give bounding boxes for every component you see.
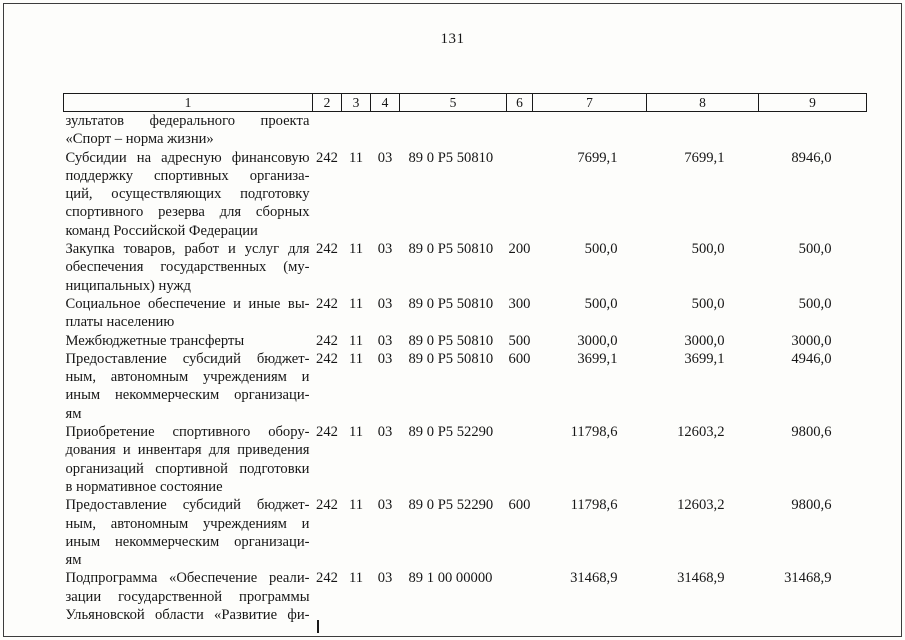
column-number-header: 4 [371, 94, 400, 112]
cell-amount-col9: 500,0 [798, 241, 832, 258]
cell-target-article-code: 89 0 Р5 50810 [408, 332, 494, 349]
cell-amount-col9: 8946,0 [791, 149, 832, 166]
cell-subsection-code: 03 [377, 350, 393, 367]
cell-section-code [342, 112, 371, 149]
cell-grbs-code: 242 [316, 570, 338, 587]
cell-amount-col7: 7699,1 [577, 149, 618, 166]
column-number-header: 5 [400, 94, 507, 112]
cell-target-article-code: 89 0 Р5 50810 [408, 295, 494, 312]
cell-description: Субсидии на адресную финансовую поддержку спортивных организа- ций, осуществляющих подготовку спортивного резерва для сборных команд Российской Федерации [65, 149, 310, 239]
cell-expense-type-code: 300 [508, 295, 531, 312]
cell-target-article-code: 89 0 Р5 50810 [408, 241, 494, 258]
cell-amount-col8 [647, 112, 759, 149]
cell-description: Предоставление субсидий бюджет- ным, автономным учреждениям и иным некоммерческим организаци- ям [65, 497, 310, 569]
column-number-header: 1 [64, 94, 313, 112]
cell-expense-type-code: 500 [508, 332, 531, 349]
cell-grbs-code: 242 [316, 149, 338, 166]
cell-target-article-code: 89 1 00 00000 [408, 570, 493, 587]
cell-grbs-code: 242 [316, 295, 338, 312]
cell-subsection-code: 03 [377, 332, 393, 349]
table-row [64, 240, 867, 295]
cell-amount-col8: 3699,1 [684, 350, 725, 367]
cell-amount-col9 [759, 112, 867, 149]
cell-expense-type-code [507, 423, 533, 496]
cell-grbs-code: 242 [316, 424, 338, 441]
table-row [64, 569, 867, 624]
cell-amount-col8: 7699,1 [684, 149, 725, 166]
table-row [64, 496, 867, 569]
cell-grbs-code: 242 [316, 332, 338, 349]
cell-amount-col7: 500,0 [584, 295, 618, 312]
cell-amount-col8: 3000,0 [684, 332, 725, 349]
column-number-header: 2 [313, 94, 342, 112]
column-number-header: 7 [533, 94, 647, 112]
cell-description: Социальное обеспечение и иные вы- платы населению [65, 295, 310, 331]
cell-expense-type-code [507, 112, 533, 149]
budget-table [63, 93, 867, 624]
cell-grbs-code: 242 [316, 241, 338, 258]
column-rule-tick [317, 620, 319, 633]
cell-subsection-code: 03 [377, 149, 393, 166]
cell-section-code: 11 [348, 149, 364, 166]
cell-amount-col7: 11798,6 [570, 497, 618, 514]
cell-amount-col8: 500,0 [691, 241, 725, 258]
cell-amount-col7: 31468,9 [570, 570, 618, 587]
cell-amount-col9: 500,0 [798, 295, 832, 312]
table-row [64, 295, 867, 332]
cell-description: Предоставление субсидий бюджет- ным, автономным учреждениям и иным некоммерческим организаци- ям [65, 350, 310, 422]
table-row [64, 350, 867, 423]
cell-amount-col9: 9800,6 [791, 497, 832, 514]
cell-amount-col7: 3000,0 [577, 332, 618, 349]
cell-expense-type-code [507, 569, 533, 624]
cell-grbs-code: 242 [316, 350, 338, 367]
cell-amount-col9: 31468,9 [784, 570, 832, 587]
cell-grbs-code [313, 112, 342, 149]
cell-description: Закупка товаров, работ и услуг для обеспечения государственных (му- ниципальных) нужд [65, 241, 310, 294]
column-number-header: 6 [507, 94, 533, 112]
cell-amount-col7 [533, 112, 647, 149]
cell-description: зультатов федерального проекта «Спорт – норма жизни» [65, 113, 310, 148]
table-row [64, 423, 867, 496]
table-row [64, 112, 867, 149]
cell-amount-col8: 12603,2 [677, 497, 725, 514]
cell-expense-type-code: 600 [508, 350, 531, 367]
cell-amount-col7: 3699,1 [577, 350, 618, 367]
cell-subsection-code [371, 112, 400, 149]
cell-subsection-code: 03 [377, 424, 393, 441]
column-number-header: 9 [759, 94, 867, 112]
cell-grbs-code: 242 [316, 497, 338, 514]
cell-section-code: 11 [348, 332, 364, 349]
column-number-header: 8 [647, 94, 759, 112]
cell-amount-col8: 500,0 [691, 295, 725, 312]
table-header-row [64, 94, 867, 112]
cell-amount-col9: 9800,6 [791, 424, 832, 441]
cell-target-article-code: 89 0 Р5 50810 [408, 149, 494, 166]
cell-subsection-code: 03 [377, 295, 393, 312]
cell-section-code: 11 [348, 424, 364, 441]
cell-expense-type-code: 600 [508, 497, 531, 514]
cell-amount-col9: 3000,0 [791, 332, 832, 349]
table-row [64, 332, 867, 350]
cell-amount-col7: 500,0 [584, 241, 618, 258]
cell-expense-type-code: 200 [508, 241, 531, 258]
cell-target-article-code [400, 112, 507, 149]
cell-expense-type-code [507, 149, 533, 240]
cell-amount-col8: 31468,9 [677, 570, 725, 587]
cell-amount-col7: 11798,6 [570, 424, 618, 441]
cell-section-code: 11 [348, 350, 364, 367]
cell-amount-col8: 12603,2 [677, 424, 725, 441]
cell-section-code: 11 [348, 241, 364, 258]
cell-target-article-code: 89 0 Р5 52290 [408, 497, 494, 514]
column-number-header: 3 [342, 94, 371, 112]
cell-subsection-code: 03 [377, 497, 393, 514]
table-row [64, 149, 867, 240]
cell-section-code: 11 [348, 497, 364, 514]
cell-section-code: 11 [348, 295, 364, 312]
cell-section-code: 11 [348, 570, 364, 587]
cell-subsection-code: 03 [377, 241, 393, 258]
cell-description: Приобретение спортивного обору- дования и инвентаря для приведения организаций спортивной подготовки в нормативное состояние [65, 424, 310, 495]
cell-description: Подпрограмма «Обеспечение реали- зации государственной программы Ульяновской области «Развитие фи- [65, 570, 310, 624]
cell-subsection-code: 03 [377, 570, 393, 587]
cell-amount-col9: 4946,0 [791, 350, 832, 367]
cell-description: Межбюджетные трансферты [65, 332, 245, 349]
page-number: 131 [440, 31, 465, 47]
cell-target-article-code: 89 0 Р5 52290 [408, 424, 494, 441]
cell-target-article-code: 89 0 Р5 50810 [408, 350, 494, 367]
